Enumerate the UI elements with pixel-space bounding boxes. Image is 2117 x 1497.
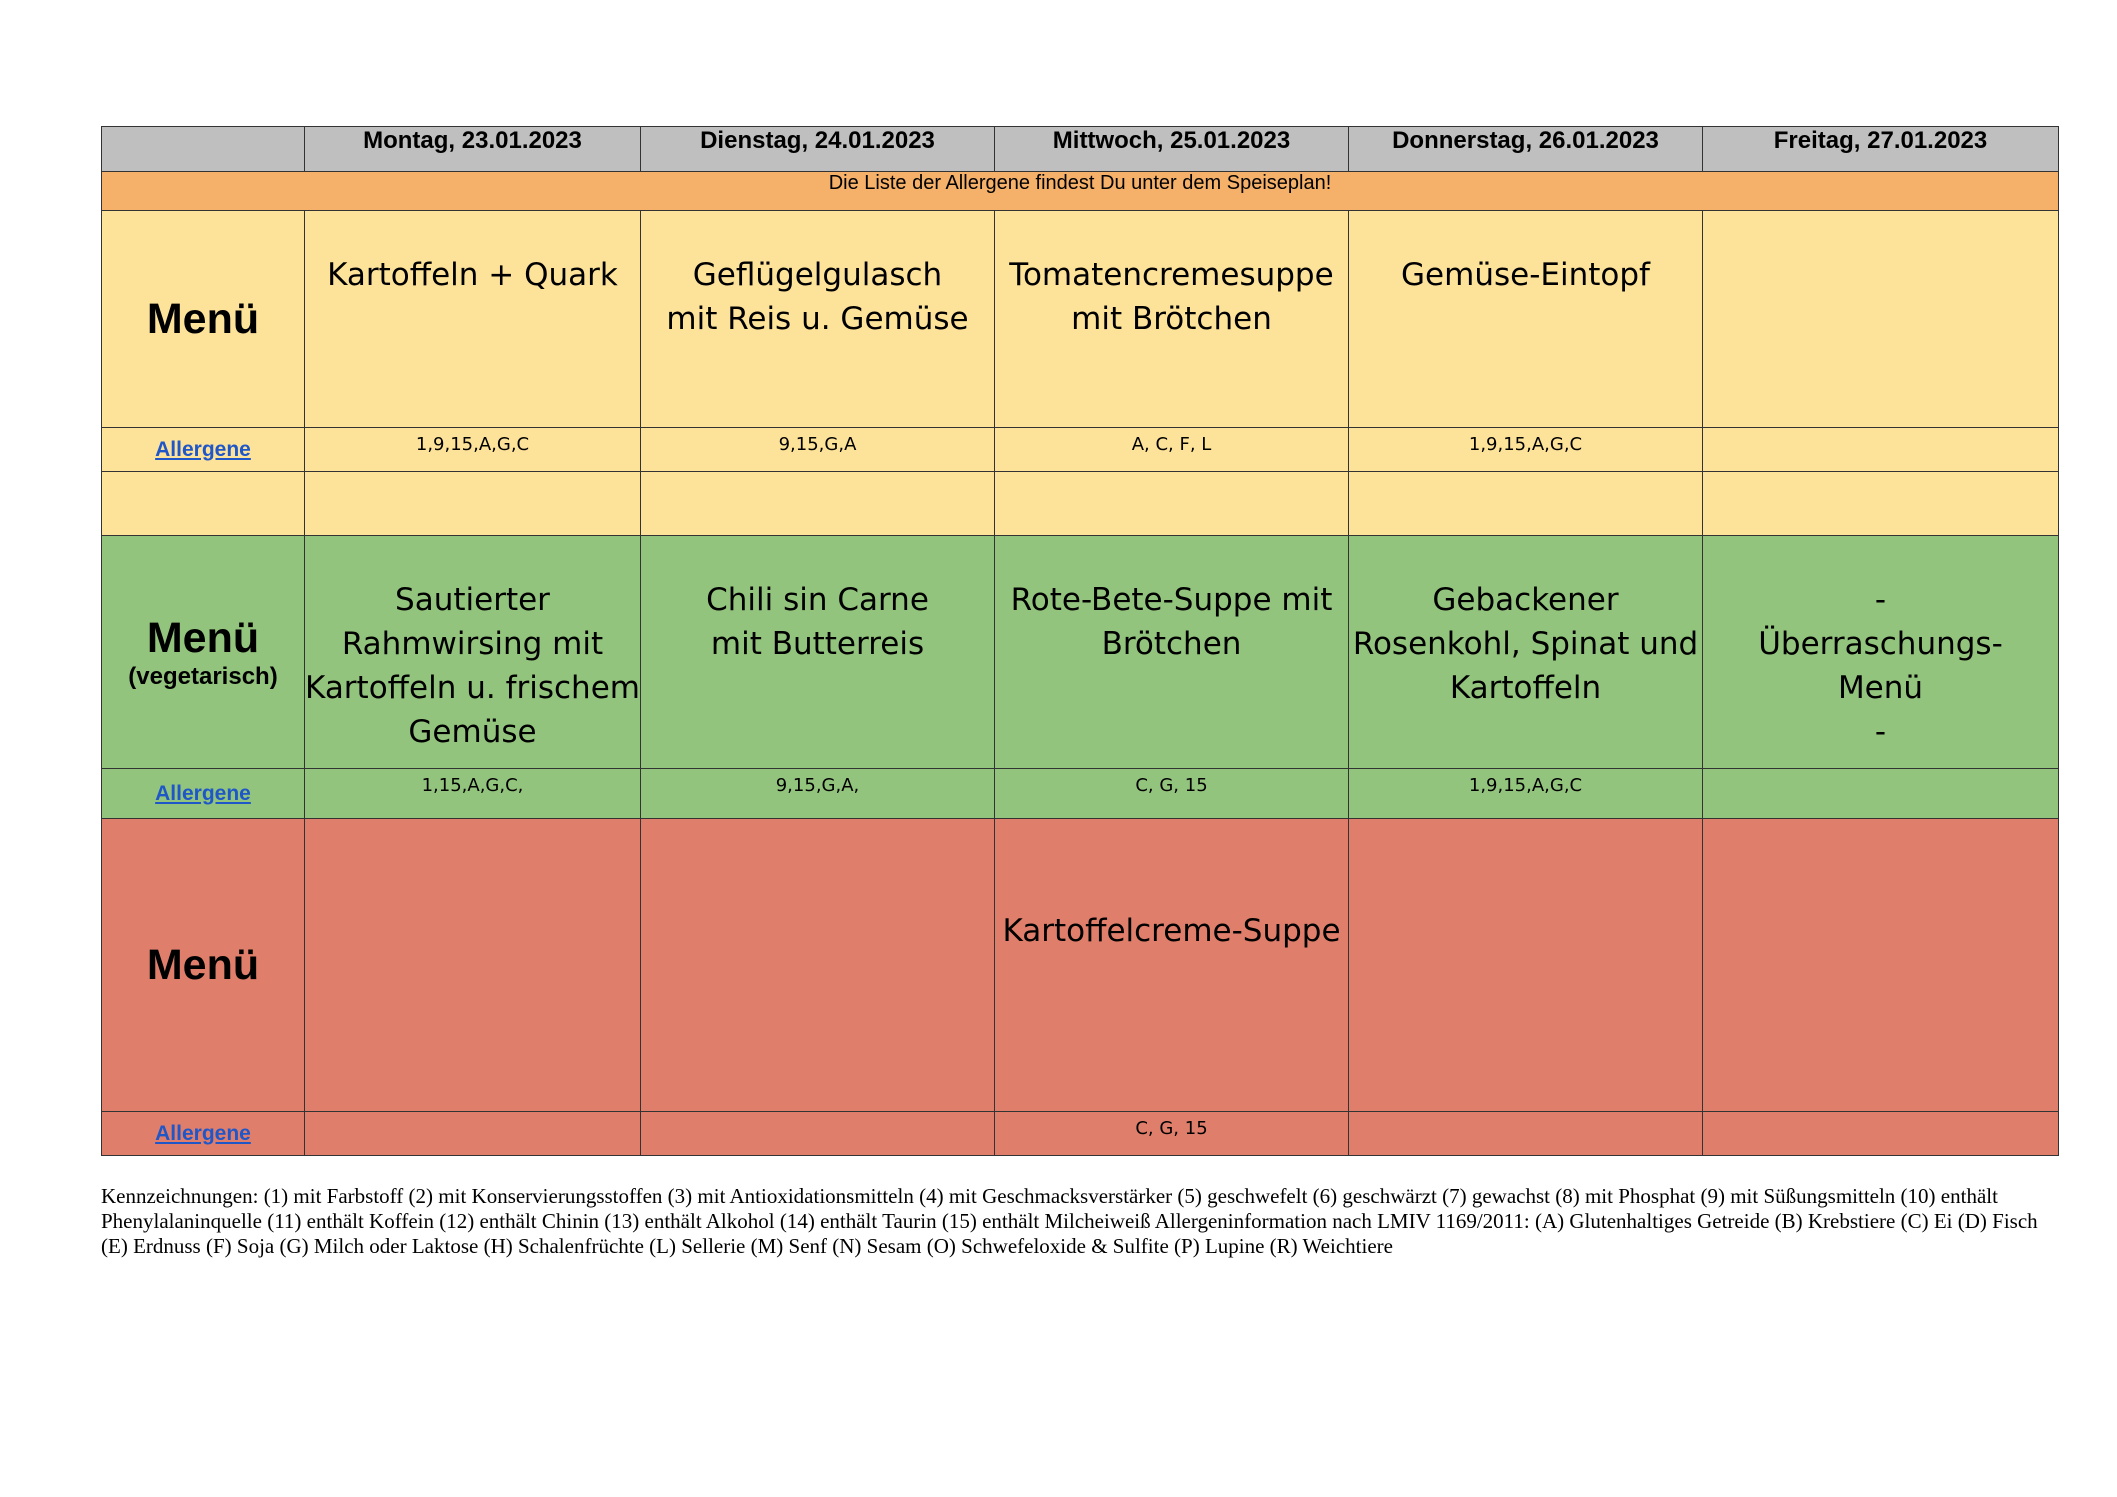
menu2-allergen-link[interactable]: Allergene <box>155 781 251 805</box>
menu1-dish-monday: Kartoffeln + Quark <box>305 211 641 428</box>
spacer-cell <box>995 472 1349 536</box>
menu2-allergens-monday: 1,15,A,G,C, <box>305 769 641 819</box>
menu2-dish-row <box>102 536 2059 769</box>
menu3-allergens-wednesday: C, G, 15 <box>995 1112 1349 1156</box>
spacer-cell <box>102 472 305 536</box>
menu3-label <box>102 819 305 1112</box>
spacer-cell <box>1349 472 1703 536</box>
menu2-allergen-row <box>102 769 2059 819</box>
menu1-label <box>102 211 305 428</box>
spacer-cell <box>641 472 995 536</box>
spacer-cell <box>1703 472 2059 536</box>
menu3-allergens-friday <box>1703 1112 2059 1156</box>
menu2-allergens-tuesday: 9,15,G,A, <box>641 769 995 819</box>
menu1-allergens-monday: 1,9,15,A,G,C <box>305 428 641 472</box>
day-header-tuesday: Dienstag, 24.01.2023 <box>641 127 995 172</box>
menu2-dish-friday: - Überraschungs- Menü - <box>1703 536 2059 769</box>
menu1-allergen-label <box>102 428 305 472</box>
menu3-allergen-row <box>102 1112 2059 1156</box>
menu2-allergen-label <box>102 769 305 819</box>
menu2-sublabel: (vegetarisch) <box>128 662 278 690</box>
menu1-allergens-wednesday: A, C, F, L <box>995 428 1349 472</box>
day-header-friday: Freitag, 27.01.2023 <box>1703 127 2059 172</box>
menu1-allergens-thursday: 1,9,15,A,G,C <box>1349 428 1703 472</box>
menu2-label <box>102 536 305 769</box>
allergen-notice: Die Liste der Allergene findest Du unter dem Speiseplan! <box>102 172 2059 211</box>
menu2-allergens-wednesday: C, G, 15 <box>995 769 1349 819</box>
menu3-dish-thursday <box>1349 819 1703 1112</box>
menu1-dish-row <box>102 211 2059 428</box>
menu3-allergens-thursday <box>1349 1112 1703 1156</box>
menu2-allergens-thursday: 1,9,15,A,G,C <box>1349 769 1703 819</box>
menu2-dish-wednesday: Rote-Bete-Suppe mit Brötchen <box>995 536 1349 769</box>
menu3-dish-row <box>102 819 2059 1112</box>
menu3-dish-tuesday <box>641 819 995 1112</box>
spacer-cell <box>305 472 641 536</box>
menu1-dish-thursday: Gemüse-Eintopf <box>1349 211 1703 428</box>
menu3-dish-wednesday: Kartoffelcreme-Suppe <box>995 819 1349 1112</box>
menu3-label-text: Menü <box>146 940 260 989</box>
header-corner <box>102 127 305 172</box>
menu1-dish-friday <box>1703 211 2059 428</box>
menu1-allergens-friday <box>1703 428 2059 472</box>
menu1-allergen-row <box>102 428 2059 472</box>
menu2-dish-monday: Sautierter Rahmwirsing mit Kartoffeln u. frischem Gemüse <box>305 536 641 769</box>
menu3-allergen-link[interactable]: Allergene <box>155 1121 251 1145</box>
menu2-dish-tuesday: Chili sin Carne mit Butterreis <box>641 536 995 769</box>
menu1-dish-wednesday: Tomatencremesuppe mit Brötchen <box>995 211 1349 428</box>
menu1-spacer-row <box>102 472 2059 536</box>
menu1-allergens-tuesday: 9,15,G,A <box>641 428 995 472</box>
menu1-label-text: Menü <box>146 294 260 343</box>
header-row <box>102 127 2059 172</box>
menu3-allergen-label <box>102 1112 305 1156</box>
menu3-dish-monday <box>305 819 641 1112</box>
menu2-allergens-friday <box>1703 769 2059 819</box>
notice-row <box>102 172 2059 211</box>
allergen-footnote: Kennzeichnungen: (1) mit Farbstoff (2) mit Konservierungsstoffen (3) mit Antioxidationsmitteln (4) mit Geschmacksverstärker (5) geschwefelt (6) geschwärzt (7) gewachst (8) mit Phosphat (9) mit Süßungsmitteln (10) enthält Phenylalaninquelle (11) enthält Koffein (12) enthält Chinin (13) enthält Alkohol (14) enthält Taurin (15) enthält Milcheiweiß Allergeninformation nach LMIV 1169/2011: (A) Glutenhaltiges Getreide (B) Krebstiere (C) Ei (D) Fisch (E) Erdnuss (F) Soja (G) Milch oder Laktose (H) Schalenfrüchte (L) Sellerie (M) Senf (N) Sesam (O) Schwefeloxide & Sulfite (P) Lupine (R) Weichtiere <box>101 1184 2038 1258</box>
day-header-thursday: Donnerstag, 26.01.2023 <box>1349 127 1703 172</box>
menu3-allergens-monday <box>305 1112 641 1156</box>
menu2-dish-thursday: Gebackener Rosenkohl, Spinat und Kartoffeln <box>1349 536 1703 769</box>
meal-plan-table <box>101 126 2059 1156</box>
menu3-dish-friday <box>1703 819 2059 1112</box>
day-header-wednesday: Mittwoch, 25.01.2023 <box>995 127 1349 172</box>
menu1-allergen-link[interactable]: Allergene <box>155 437 251 461</box>
menu3-allergens-tuesday <box>641 1112 995 1156</box>
day-header-monday: Montag, 23.01.2023 <box>305 127 641 172</box>
menu1-dish-tuesday: Geflügelgulasch mit Reis u. Gemüse <box>641 211 995 428</box>
menu2-label-text: Menü <box>146 613 260 662</box>
